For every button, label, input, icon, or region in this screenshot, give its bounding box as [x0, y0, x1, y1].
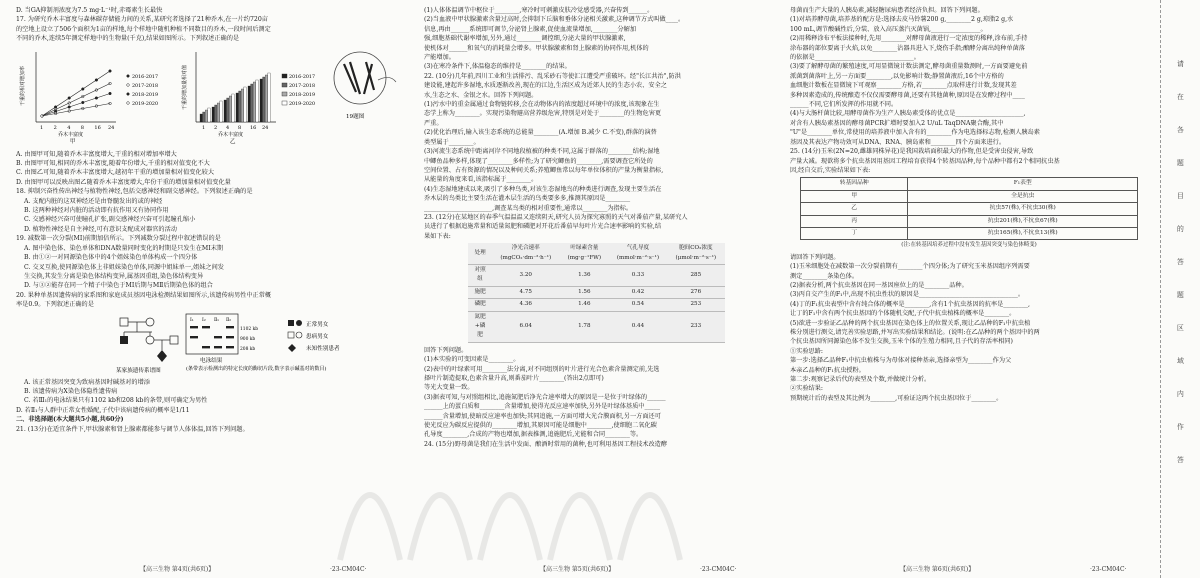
table-row — [468, 299, 725, 311]
text-line: B. 由①②一对同源染色体中的4个姐妹染色单体构成一个四分体 — [24, 254, 198, 262]
fertilizer-table — [468, 243, 725, 343]
text-line: 生交换,其发生分离是染色体结构变异,属基因重组,染色体结构变异 — [24, 272, 204, 280]
text-line: 水,生态之水、金银之水。回答下列问题。 — [424, 91, 538, 99]
question-17-figure — [16, 46, 406, 148]
table-row — [801, 227, 1138, 239]
table-note: (注:在转基因培养过程中没有发生基因突变与染色体畸变) — [901, 242, 1037, 249]
text-line: 态学上称为________。实现污染物避高营养级危害,特别是对处于________的生物危害更 — [424, 110, 662, 118]
text-line: C. 交感神经兴奋可使瞳孔扩张,副交感神经兴奋可引起瞳孔缩小 — [24, 216, 196, 224]
text-line: 不同的乔木,连续5年测定样地中的生物量(千克),结果如图所示。下列叙述正确的是 — [16, 35, 240, 43]
text-line: ______不同,它们所发挥的作用就不同。 — [790, 101, 898, 109]
cells-caption: 19题图 — [346, 113, 365, 120]
table-cell: 6.04 — [492, 311, 559, 342]
text-line: B. 由图甲可知,相同的乔木丰富度,随着年份增大,千重的相对值变化不大 — [16, 160, 210, 168]
footer-code-text: ·23-CM04C· — [330, 566, 367, 573]
legend-marker — [282, 83, 287, 87]
legend-entry: 2016-2017 — [289, 74, 316, 80]
homologous-chromosome-icon — [334, 52, 396, 104]
text-line: (4)生态湿地建成以来,吸引了多种鸟类,对该生态湿地鸟的种类进行调查,发现主要生活在 — [424, 185, 662, 193]
text-line: (3)在寒冷条件下,体温稳态的维持是________的结果。 — [424, 63, 571, 71]
transgenic-table — [800, 177, 1138, 240]
text-line: (2)表中的叶绿素可用________法分离,对不同组别的叶片进行光合色素含量测定前,先选 — [424, 365, 660, 373]
text-line: ______________________,调查某鸟类的相对重要性,通常以________为指标。 — [424, 204, 633, 212]
legend-entry: 2017-2018 — [132, 83, 159, 89]
transgenic-table-wrap — [790, 175, 1148, 252]
chart-b-bar — [256, 80, 258, 122]
text-line: 对含有人胰岛素基因的酵母菌PCR扩增时要加入2 U/uL TaqDNA聚合酶,其中 — [790, 119, 1004, 127]
table-cell: 施肥 — [468, 286, 492, 298]
chart-a-caption: 甲 — [70, 138, 76, 145]
text-line: 24. (15分)野母菌是我们在生活中发面、酿酒时常用的菌种,也可利用基因工程技术改造酵 — [424, 440, 668, 448]
table-header: 气孔导度(mmol·m⁻²·s⁻¹) — [609, 243, 666, 264]
text-line: (2)当血液中甲状腺激素含量过高时,会抑制下丘脑和垂体分泌相关激素,这种调节方式叫做____。 — [424, 16, 685, 24]
text-line: ②实验结果: — [790, 385, 824, 393]
text-line: 25. (14分)玉米(2N=20,雌雄同株异花)是我国栽培面积最大的作物,但是受害虫侵害,导致 — [790, 148, 1034, 156]
table-cell: 233 — [667, 311, 725, 342]
chart-a-tick-label: 2 — [53, 124, 57, 131]
svg-text:(条带表示检测出的特定长度的酶切片段,数字表示碱基对的数目): (条带表示检测出的特定长度的酶切片段,数字表示碱基对的数目) — [186, 365, 327, 372]
svg-text:患病男女: 患病男女 — [306, 333, 329, 340]
table-cell: 磷肥 — [468, 299, 492, 311]
chart-a-ylabel: 干重的相对增加率 — [20, 65, 26, 106]
svg-text:电泳结果: 电泳结果 — [200, 357, 223, 364]
text-line: 的依据是________________________________。 — [790, 54, 920, 62]
text-line: 100 mL,调节酸碱性后,分装、放入高压蒸汽灭菌锅,________________。 — [790, 25, 987, 33]
chart-b-tick-label: 2 — [214, 124, 218, 131]
gel-size-label: 900 kb — [240, 336, 256, 342]
legend-entry: 2019-2020 — [132, 101, 159, 107]
text-line: (1)人体体温调节中枢位于________,寒冷时可刺激皮肤冷觉感受器,兴奋传到______。 — [424, 7, 654, 14]
table-cell: 1.46 — [559, 299, 609, 311]
svg-text:某家族遗传系谱图: 某家族遗传系谱图 — [116, 367, 161, 374]
watermark-logo — [330, 420, 690, 570]
text-line: 派菌到菌落叶上,另一方面要________,以免影响计数;静置菌液后,16个中方格的 — [790, 72, 1004, 80]
text-line: 测定________条染色体。 — [790, 272, 859, 280]
legend-entry: 2017-2018 — [289, 83, 316, 89]
text-line: 涂布器的部位要离于火焰,以免________沾器具进入下,烧伤手指;酿酵分离出纯种单菌落 — [790, 44, 1025, 52]
text-line: 23. (12分)在某地区的春季气温温温又连续阴天,研究人员为探究寡照的天气对番茄产量,某研究人 — [424, 213, 688, 221]
footer-code — [1090, 565, 1126, 575]
chart-a-line — [19, 52, 158, 145]
chart-b-bar — [251, 84, 253, 122]
gel-band — [202, 346, 210, 348]
text-line: 让丁的F₁中含有两个抗虫基因的个体随机交配,子代中抗虫植株的概率是________。 — [790, 310, 1016, 318]
text-line: 果如下表: — [424, 232, 451, 240]
text-line: (2)据表分析,两个抗虫基因在同一基因座位上的是________品种。 — [790, 281, 968, 289]
text-line: 员进行了根据追施常量和适量氮肥和磷肥对开花后番茄早每叶片光合速率影响的实验,结 — [424, 223, 662, 231]
chart-b-bar — [203, 112, 205, 122]
table-cell: 丁 — [801, 227, 908, 239]
chart-a-tick-label: 1 — [40, 124, 44, 131]
table-cell: 抗虫201(株),不抗虫67(株) — [908, 215, 1138, 227]
text-line: (1)玉米细胞处在减数第一次分裂前期有________个四分体;为了研究玉米基因组序列需要 — [790, 263, 1030, 271]
table-row — [468, 264, 725, 286]
pedigree-legend — [288, 320, 340, 352]
page-6-column — [790, 6, 1148, 562]
text-line: 血细胞计数板在显微镜下可观察________方格,若________点取样进行计数,发现其差 — [790, 82, 1017, 90]
text-line: A. 由图甲可知,随着乔木丰富度增大,干重的相对增加率增大 — [16, 150, 177, 158]
text-line: D. 与③②能存在同一个精子中染色于MⅠ后期与MⅡ后期染色体的组合 — [24, 282, 213, 290]
chart-b-caption: 乙 — [230, 138, 236, 145]
table-cell: 276 — [667, 286, 725, 298]
legend-marker — [127, 83, 130, 86]
chart-b-bar — [220, 101, 222, 122]
table-cell: 0.42 — [609, 286, 666, 298]
text-line: (1)本实验的可变因素是________。 — [424, 356, 520, 364]
text-line: 择叶片制造提取,色素含量升高,则番茄叶片________(答出2点即可) — [424, 375, 604, 383]
text-line: 使光反应为碳反应提供的________增加,其原因可能是细胞中________,使细胞二氧化碳 — [424, 422, 657, 430]
table-cell: 0.54 — [609, 299, 666, 311]
text-line: ______含量增加,使暗反应速率也加快;其同追施,一方面可增大光合膜面积,另一方面还可 — [424, 412, 661, 420]
table-header: 净光合速率(mgCO₂·dm⁻²·h⁻¹) — [492, 243, 559, 264]
table-cell: 甲 — [801, 190, 908, 202]
chart-b-tick-label: 8 — [238, 124, 242, 131]
text-line: 建设能,建起许多湿地,水质逐渐改善,现在的江边,生活区成为近郊人民的生态小农、安全之 — [424, 82, 667, 90]
chart-b-bar — [181, 52, 315, 145]
table-cell: 3.20 — [492, 264, 559, 286]
table-row — [801, 203, 1138, 215]
fertilizer-table-wrap — [424, 241, 769, 346]
text-line: 第二步:观察记录后代的表型及个数,并做统计分析。 — [790, 376, 931, 384]
text-line: 的空地上设立了506个面积为1亩的样地,每个样地中随机种植不同数目的乔木,一段时间后测定 — [16, 25, 271, 33]
text-line: D. 植物性神经是自主神经,可有意识支配成对器官的活动 — [24, 225, 177, 233]
text-line: 个抗虫基因所同源染色体不发生交换,玉米个体的生殖力相同,且子代的存活率相同) — [790, 338, 1013, 346]
text-line: A. 支配内脏的这双神经还是由脊髓发出的或的神经 — [24, 197, 163, 205]
text-line: 请回答下列问题。 — [790, 253, 840, 261]
text-line: 空间位置、占有资源的情况以及种间关系;养殖鲫鱼常以每年单位体积的产量为衡量指标, — [424, 166, 664, 174]
footer-code-text: ·23-CM04C· — [1090, 566, 1127, 573]
footer-code-text: ·23-CM04C· — [700, 566, 737, 573]
text-line: 22. (10分)几年前,四川工业和生活排污、乱采砂石等使汇江遭受严重破坏。经"长江共治",防洪 — [424, 72, 681, 80]
text-line: (2)用稀释涂布平板法接种时,先用________对酵母菌液进行一定浓度的稀释,涂布前,手持 — [790, 35, 1028, 43]
chart-b-bar — [229, 96, 231, 122]
text-line: A. 该正常基因突变为致病基因时碱基对的增添 — [24, 378, 150, 386]
chart-b-bar — [268, 73, 270, 122]
pedigree-chart — [116, 318, 178, 374]
footer-text: 【高三生物 第6页(共6页)】 — [900, 566, 975, 573]
chart-a-series-line — [42, 93, 110, 116]
text-line: 等光大变量一致。 — [424, 384, 474, 392]
legend-marker — [127, 92, 130, 95]
table-header: 处理 — [468, 243, 492, 264]
text-line: (3)要了解酵母菌的繁殖速度,可用显微镜计数法测定,酵母菌重量数测时,一方面要避免前 — [790, 63, 1028, 71]
table-row — [468, 286, 725, 298]
chart-a-tick-label: 8 — [80, 124, 84, 131]
binding-strip — [1160, 0, 1200, 578]
chart-b-bar — [253, 82, 255, 122]
chart-a-series-line — [42, 71, 110, 116]
chart-b-bar — [241, 89, 243, 122]
text-line: (4)丁的F₁抗虫表型中含有纯合体的概率是________,含有1个抗虫基因的抗率是________, — [790, 300, 1030, 308]
chart-b-bar — [239, 91, 241, 122]
text-line: 第一步:选择乙品种F₁中抗虫植株与为母体对接种基亲,选择亲型为________作为父 — [790, 357, 1012, 365]
legend-entry: 2016-2017 — [132, 74, 159, 80]
text-line: 信息,再由______系统即可调节,分泌肾上腺素,促使血流量增加,________分解加 — [424, 25, 637, 33]
text-line: A. 图中染色体、染色单体和DNA数量同时变化的时期是只发生在MⅠ末期 — [24, 244, 224, 252]
text-line: 本亲乙品种的F₁抗虫授粉。 — [790, 366, 865, 374]
chart-b-bar — [200, 114, 202, 122]
text-line: 20. 果种单基因遗传病的家系图和家庭成员基因电泳检测结果如图所示,该遗传病男性中正常概 — [16, 291, 272, 299]
text-line: C. 交叉互换,使同源染色体上非姐妹染色单体,同源中姐妹单一,姐妹之间发 — [24, 263, 224, 271]
chart-b-bar — [212, 107, 214, 122]
text-line: B. 该遗传病为X染色体隐性遗传病 — [24, 387, 118, 395]
text-line: 严重。 — [424, 119, 443, 127]
gel-size-label: 1102 kb — [240, 326, 259, 332]
table-cell: 0.33 — [609, 264, 666, 286]
biomass-charts — [16, 46, 406, 148]
text-line: 预期统计后的表型及其比例为________,可验证这两个抗虫基因位于________。 — [790, 394, 1003, 402]
table-cell: 1.36 — [559, 264, 609, 286]
question-text-block — [16, 150, 406, 310]
legend-marker — [282, 74, 287, 78]
chart-b-ylabel: 干重的增加量相对值 — [182, 64, 188, 110]
footer-text: 【高三生物 第4页(共6页)】 — [140, 566, 215, 573]
text-line: C. 由图乙可知,随着乔木丰富度增大,越初年干重的增加量相对值变化较大 — [16, 169, 215, 177]
text-line: (4)与大肠杆菌比较,用酵母菌作为生产人胰岛素受体的优点是______________________, — [790, 110, 1026, 118]
gel-band — [214, 336, 222, 338]
svg-text:正常男女: 正常男女 — [306, 321, 329, 328]
text-line: D. 当GA抑制剂浓度为7.5 mg·L⁻¹时,赤霉素生长最快 — [16, 7, 163, 14]
svg-text:未知性别患者: 未知性别患者 — [306, 345, 340, 352]
gel-band — [226, 326, 234, 328]
chart-b-bar — [236, 93, 238, 122]
legend-marker — [282, 101, 287, 105]
legend-entry: 2019-2020 — [289, 101, 316, 107]
table-cell: 全是抗虫 — [908, 190, 1138, 202]
question-text-block — [424, 6, 769, 241]
text-line: 乔木层的鸟类比主要生活在灌木层生活的鸟类要多多,推测其原因是________ — [424, 195, 631, 203]
text-line: ______上的蛋白质和________含量增加,使得光反应速率加快,另外是叶绿体基质中_____ — [424, 403, 660, 411]
text-line: (3)丙自交产生的F₁中,出现不抗虫性状的原因是________________________________。 — [790, 291, 1025, 299]
chart-b-xlabel: 乔木丰富度 — [218, 131, 244, 138]
table-row — [801, 190, 1138, 202]
text-line: 产能增加。 — [424, 54, 455, 62]
legend-marker — [127, 101, 130, 104]
gel-band — [226, 336, 234, 338]
chart-b-bar — [265, 75, 267, 122]
chart-b-bar — [244, 87, 246, 122]
gel-lane-label: Ⅱ₁ — [214, 317, 219, 323]
text-line: (5)欲进一步验证乙品种的两个抗虫基因在染色体上的位置关系,现让乙品种的F₁中抗虫植 — [790, 319, 1031, 327]
text-line: 21. (13分)在适宜条件下,甲状腺素和肾上腺素都能参与调节人体体温,回答下列问题。 — [16, 425, 249, 433]
text-line: 从能量的角度来看,该指标属于________。 — [424, 176, 538, 184]
table-header: 叶绿素含量(mg·g⁻¹FW) — [559, 243, 609, 264]
pedigree-and-gel — [16, 312, 406, 376]
footer-page-4 — [140, 565, 214, 575]
chart-b-bar — [217, 103, 219, 122]
chart-b-tick-label: 4 — [226, 124, 230, 131]
text-line: 株分别进行测交,请完善实验思路,并写出实验结果和结论。(说明:在乙品种的两个基因中的两 — [790, 329, 1040, 336]
text-line: 19. 减数第一次分裂(MⅠ)前期加倍所示。下列减数分裂过程中叙述错误的是 — [16, 235, 221, 243]
text-line: 强,细胞基础代谢率增加,另外,通过________调控细,分泌大量的甲状腺激素, — [424, 35, 626, 43]
table-header: 转基因品种 — [801, 178, 908, 190]
chart-a-series-line — [42, 103, 110, 116]
gel-band — [214, 346, 222, 348]
chart-a-tick-label: 24 — [108, 124, 115, 131]
chart-b-bar — [208, 108, 210, 122]
table-cell: 抗虫57(株),不抗虫30(株) — [908, 203, 1138, 215]
text-line: 18. 抑制兴奋性传出神经与植物性神经,包括交感神经和副交感神经。下列叙述正确的是 — [16, 188, 253, 196]
chart-a-tick-label: 16 — [94, 124, 101, 131]
gel-size-label: 208 kb — [240, 346, 256, 352]
table-header: 胞间CO₂浓度(μmol·m⁻²·s⁻¹) — [667, 243, 725, 264]
text-line: (3)据表可知,与对照组相比,追施氮肥后净光合速率增大的原因是一是位于叶绿体的______ — [424, 393, 666, 401]
table-cell: 253 — [667, 299, 725, 311]
text-line: (1)对培养酵母菌,培养基的配方是:选择去皮马铃薯200 g,________2 g,琼脂2 g,水 — [790, 16, 1014, 24]
chart-b-bar — [232, 94, 234, 122]
question-text-block — [16, 6, 406, 44]
legend-entry: 2018-2019 — [132, 92, 159, 98]
gel-lane-label: Ⅰ₂ — [202, 317, 206, 323]
footer-code — [700, 565, 736, 575]
text-line: 率是0.9。下列叙述正确的是 — [16, 301, 94, 309]
chart-a-tick-label: 4 — [67, 124, 71, 131]
table-cell: 氮肥+磷肥 — [468, 311, 492, 342]
legend-marker — [127, 74, 130, 77]
table-cell: 抗虫165(株),不抗虫13(株) — [908, 227, 1138, 239]
chart-b-bar — [227, 98, 229, 122]
gel-band — [190, 336, 198, 338]
chart-b-tick-label: 16 — [250, 124, 257, 131]
table-cell: 对照组 — [468, 264, 492, 286]
footer-text: 【高三生物 第5页(共6页)】 — [540, 566, 615, 573]
table-cell: 4.36 — [492, 299, 559, 311]
chart-b-bar — [224, 100, 226, 122]
text-line: 类型属于________。 — [424, 138, 480, 146]
text-line: (3)河流生态系统中距离河岸不同地段植被的种类不同,这属于群落的________结构;湿地 — [424, 148, 660, 156]
gel-lane-label: Ⅰ₁ — [190, 317, 194, 323]
text-line: 中鲫鱼品种多样,体现了________多样性;为了研究鲫鱼的________,需要调查它所处的 — [424, 157, 653, 165]
table-row — [801, 215, 1138, 227]
chart-b-bar — [205, 110, 207, 122]
text-line: 回答下列问题。 — [424, 346, 468, 354]
text-line: ①实验思路: — [790, 347, 824, 355]
legend-entry: 2018-2019 — [289, 92, 316, 98]
text-line: 因,经自交后,实验结果如下表: — [790, 166, 871, 174]
text-line: (2)优化治理后,输入该生态系统的总能量________(A.增加 B.减少 C.不变),群落的演替 — [424, 129, 657, 137]
chart-b-bar — [215, 105, 217, 122]
binding-strip-text: 请在各题目的答题区域内作答 — [1176, 60, 1185, 489]
question-20-figure — [16, 312, 406, 376]
table-cell: 1.56 — [559, 286, 609, 298]
footer-page-6 — [900, 565, 974, 575]
gel-band — [202, 326, 210, 328]
chart-b-bar — [263, 77, 265, 122]
table-row — [468, 311, 725, 342]
table-cell: 0.44 — [609, 311, 666, 342]
text-line: D. 由图甲可以反映出图乙随着乔木丰富度增大,年份干重的增加量相对值变化量 — [16, 178, 231, 186]
text-line: 17. 为研究乔木丰富度与森林碳存储能力间的关系,某研究者选择了21种乔木,在一片约720亩 — [16, 16, 268, 24]
text-line: 孔导度________,合成的产物也增加,据表推测,追施肥后,光能和合同________等。 — [424, 431, 643, 439]
gel-band — [226, 346, 234, 348]
text-line: "U"是________单位,常使用的培养液中加入含有的________作为电选择标志物,检测人胰岛素 — [790, 129, 1040, 137]
table-header: F₁表型 — [908, 178, 1138, 190]
text-line: 基因及其表达产物功效可从DNA、RNA、胰岛素和________四个方面来进行。 — [790, 138, 1006, 146]
text-line: 产量大减。现欲将多个抗虫基因用基因工程培育获得4个转基因品种,每个品种中都有2个相同抗虫基 — [790, 157, 1060, 165]
gel-lane-label: Ⅱ₂ — [226, 317, 231, 323]
text-line: 使机体对______和氧气的消耗量会增多。甲状腺激素和肾上腺素的协同作用,机体的 — [424, 44, 649, 52]
table-cell: 285 — [667, 264, 725, 286]
chart-b-bar — [248, 86, 250, 122]
chart-b-tick-label: 1 — [202, 124, 206, 131]
chart-b-tick-label: 24 — [262, 124, 269, 131]
legend-marker — [282, 92, 287, 96]
text-line: 多种因素造成的,传统酿造不仅仅需要酵母菌,还要有其他菌种,原因是在发酵过程中____ — [790, 91, 1025, 99]
chart-b-bar — [260, 79, 262, 122]
table-cell: 乙 — [801, 203, 908, 215]
table-cell: 4.75 — [492, 286, 559, 298]
text-line: 母菌而生产大量的人胰岛素,减轻糖尿病患者经济负担。回答下列问题。 — [790, 7, 984, 14]
chart-a-series-line — [42, 83, 110, 116]
text-line: C. 若Ⅲ₁的电泳结果只有1102 kb和208 kb的条带,则可确定为男性 — [24, 397, 208, 405]
text-line: 二、非选择题(本大题共5小题,共60分) — [16, 416, 124, 424]
text-line: D. 若Ⅱ₁与人群中正常女性婚配,子代中该病遗传病的概率是1/11 — [16, 406, 190, 414]
question-text-block — [790, 6, 1148, 175]
chart-a-xlabel: 乔木丰富度 — [58, 131, 84, 138]
table-cell: 1.78 — [559, 311, 609, 342]
text-line: B. 这两种神经对内脏的活动即有抗作用又有协同作用 — [24, 207, 169, 215]
gel-band — [190, 326, 198, 328]
text-line: (1)污水中的重金属通过食物链转移,会在动物体内的浓度超过环境中的浓度,该现象在生 — [424, 101, 660, 109]
table-cell: 丙 — [801, 215, 908, 227]
question-text-block — [790, 253, 1148, 404]
